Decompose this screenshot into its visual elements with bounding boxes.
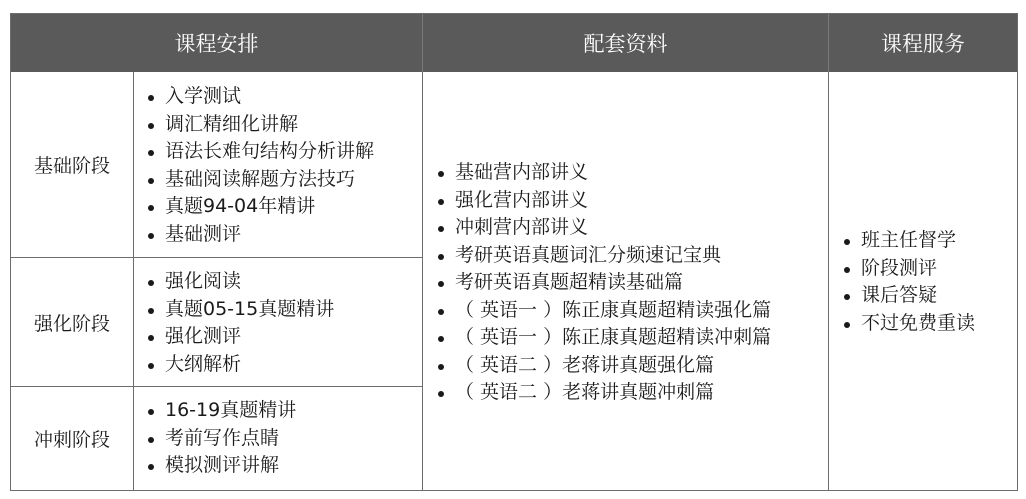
list-item: 真题94-04年精讲: [145, 193, 374, 221]
header-materials-label: 配套资料: [583, 32, 668, 56]
list-item: 课后答疑: [841, 282, 975, 310]
stage-basic-list: [145, 83, 374, 248]
stage-sprint-list: [145, 397, 296, 480]
stage-intensive-label: 强化阶段: [33, 312, 110, 335]
list-item: 16-19真题精讲: [145, 397, 296, 425]
stage-sprint-label: 冲刺阶段: [33, 429, 110, 451]
list-item: 模拟测评讲解: [145, 452, 296, 480]
header-services: [829, 14, 1017, 72]
list-item: 大纲解析: [145, 351, 334, 379]
header-course-schedule-label: 课程安排: [174, 32, 259, 56]
stage-intensive-list: [145, 268, 334, 378]
course-table: [10, 13, 1018, 491]
list-item: 基础阅读解题方法技巧: [145, 166, 374, 194]
column-divider: [133, 72, 134, 490]
list-item: （ 英语一 ）陈正康真题超精读强化篇: [435, 297, 771, 325]
list-item: 阶段测评: [841, 255, 975, 283]
list-item: 考前写作点睛: [145, 425, 296, 453]
list-item: 不过免费重读: [841, 310, 975, 338]
list-item: 班主任督学: [841, 227, 975, 255]
stage-sprint: [11, 387, 133, 490]
list-item: 调汇精细化讲解: [145, 111, 374, 139]
list-item: （ 英语二 ）老蒋讲真题冲刺篇: [435, 379, 771, 407]
header-course-schedule: [11, 14, 422, 72]
stage-basic-label: 基础阶段: [33, 155, 110, 177]
stage-intensive: [11, 258, 133, 386]
list-item: 考研英语真题词汇分频速记宝典: [435, 242, 771, 270]
stage-basic: [11, 72, 133, 257]
header-divider: [828, 14, 829, 72]
list-item: 基础测评: [145, 221, 374, 249]
list-item: 真题05-15真题精讲: [145, 296, 334, 324]
services-list: [841, 227, 975, 337]
list-item: 冲刺营内部讲义: [435, 214, 771, 242]
column-divider: [422, 72, 423, 490]
list-item: 入学测试: [145, 83, 374, 111]
list-item: （ 英语二 ）老蒋讲真题强化篇: [435, 352, 771, 380]
list-item: 基础营内部讲义: [435, 159, 771, 187]
header-services-label: 课程服务: [881, 32, 965, 56]
list-item: 考研英语真题超精读基础篇: [435, 269, 771, 297]
list-item: 强化营内部讲义: [435, 187, 771, 215]
list-item: 强化阅读: [145, 268, 334, 296]
list-item: 强化测评: [145, 323, 334, 351]
column-divider: [828, 72, 829, 490]
materials-list: [435, 159, 771, 407]
list-item: 语法长难句结构分析讲解: [145, 138, 374, 166]
header-divider: [422, 14, 423, 72]
header-materials: [423, 14, 828, 72]
list-item: （ 英语一 ）陈正康真题超精读冲刺篇: [435, 324, 771, 352]
